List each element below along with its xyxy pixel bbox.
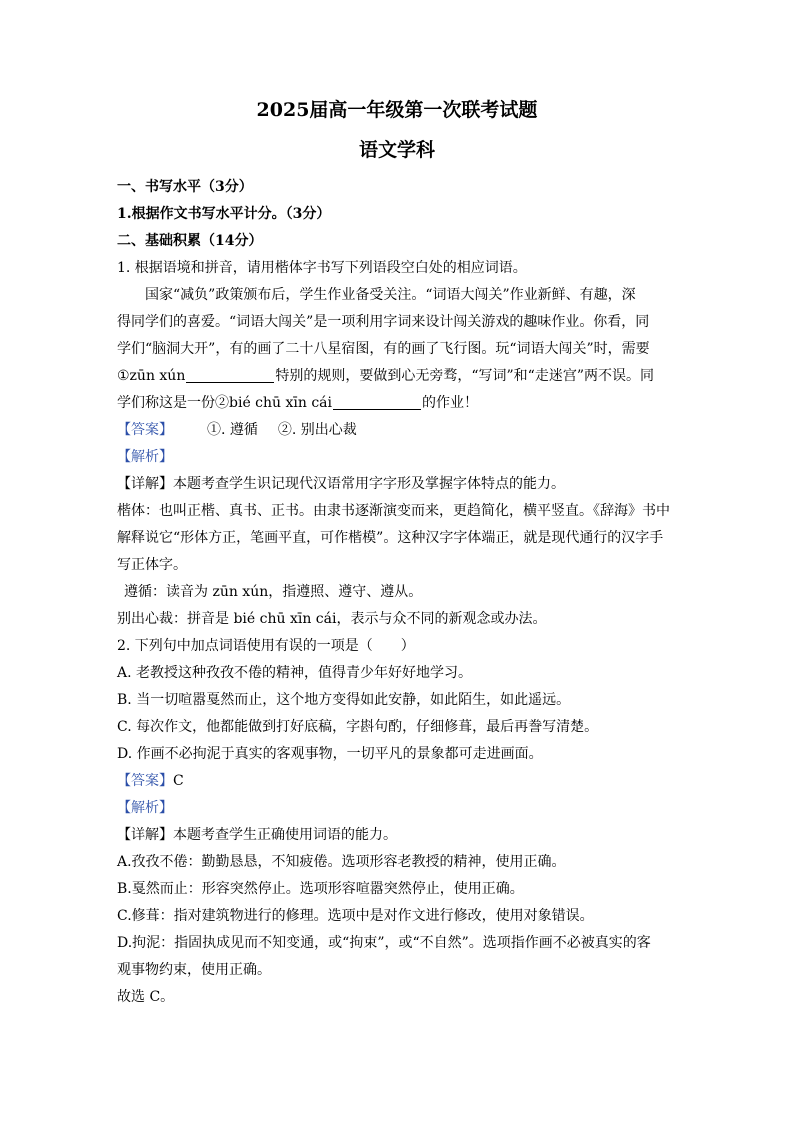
q1-passage-line-2: 得同学们的喜爱。“词语大闯关”是一项利用字词来设计闯关游戏的趣味作业。你看，同 [117, 314, 650, 330]
q1-pinyin-1: ①zūn xún [117, 368, 186, 384]
q1-detail: 【详解】本题考查学生识记现代汉语常用字字形及掌握字体特点的能力。 [117, 476, 565, 492]
q1-answer-2: ②. 别出心裁 [277, 422, 357, 438]
q1-blank-1 [186, 366, 274, 383]
q1-pinyin-2: 学们称这是一份②bié chū xīn cái [117, 395, 333, 411]
q1-passage-line-1: 国家“减负”政策颁布后，学生作业备受关注。“词语大闯关”作业新鲜、有趣，深 [145, 287, 636, 303]
q1-explanation-2: 解释说它“形体方正，笔画平直，可作楷模”。这种汉字字体端正，就是现代通行的汉字手 [117, 530, 664, 546]
q1-answer-1: ①. 遵循 [207, 422, 258, 438]
exam-subtitle: 语文学科 [358, 139, 435, 161]
q2-explanation-d-1: D.拘泥：指固执成见而不知变通，或“拘束”，或“不自然”。选项指作画不必被真实的客 [117, 935, 651, 951]
exam-title: 2025届高一年级第一次联考试题 [256, 99, 538, 121]
section-2-heading: 二、基础积累（14分） [117, 233, 263, 249]
q2-explanation-c: C.修葺：指对建筑物进行的修理。选项中是对作文进行修改，使用对象错误。 [117, 908, 594, 924]
q1-explanation-1: 楷体：也叫正楷、真书、正书。由隶书逐渐演变而来，更趋简化，横平竖直。《辞海》书中 [117, 503, 670, 519]
document-page [117, 96, 677, 1011]
q2-option-c: C. 每次作文，他都能做到打好底稿，字斟句酌，仔细修葺，最后再誊写清楚。 [117, 719, 599, 735]
q2-answer-value: C [173, 773, 184, 789]
q2-option-a: A. 老教授这种孜孜不倦的精神，值得青少年好好地学习。 [117, 665, 473, 681]
q2-detail: 【详解】本题考查学生正确使用词语的能力。 [117, 827, 397, 843]
q1-passage-line-5-rest: 的作业！ [422, 395, 479, 411]
q1-stem: 1. 根据语境和拼音，请用楷体字书写下列语段空白处的相应词语。 [117, 260, 527, 276]
q1-blank-2 [333, 393, 421, 410]
q1-explanation-5: 别出心裁：拼音是 bié chū xīn cái，表示与众不同的新观念或办法。 [117, 611, 547, 627]
q1-passage-line-4 [117, 363, 677, 390]
section-1-heading: 一、书写水平（3分） [117, 179, 253, 195]
q1-passage-line-5 [117, 390, 677, 417]
q2-conclusion: 故选 C。 [117, 989, 175, 1005]
question-0: 1.根据作文书写水平计分。（3分） [117, 206, 331, 222]
q2-option-d: D. 作画不必拘泥于真实的客观事物，一切平凡的景象都可走进画面。 [117, 746, 543, 762]
q1-explanation-4: 遵循：读音为 zūn xún，指遵照、遵守、遵从。 [124, 584, 423, 600]
q2-stem: 2. 下列句中加点词语使用有误的一项是（ ） [117, 638, 415, 654]
q2-explanation-b: B.戛然而止：形容突然停止。选项形容喧嚣突然停止，使用正确。 [117, 881, 524, 897]
q1-passage-line-3: 学们“脑洞大开”，有的画了二十八星宿图，有的画了飞行图。玩“词语大闯关”时，需要 [117, 341, 650, 357]
q2-explanation-d-2: 观事物约束，使用正确。 [117, 962, 271, 978]
q1-answer [117, 417, 677, 444]
answer-label: 【答案】 [117, 773, 173, 789]
q2-explanation-a: A.孜孜不倦：勤勤恳恳，不知疲倦。选项形容老教授的精神，使用正确。 [117, 854, 566, 870]
q2-option-b: B. 当一切喧嚣戛然而止，这个地方变得如此安静，如此陌生，如此遥远。 [117, 692, 571, 708]
q2-answer [117, 768, 677, 795]
q2-analysis-label: 【解析】 [117, 800, 173, 816]
q1-explanation-3: 写正体字。 [117, 557, 187, 573]
q1-passage-line-4-rest: 特别的规则，要做到心无旁骛，“写词”和“走迷宫”两不误。同 [275, 368, 654, 384]
q1-analysis-label: 【解析】 [117, 449, 173, 465]
answer-label: 【答案】 [117, 422, 173, 438]
